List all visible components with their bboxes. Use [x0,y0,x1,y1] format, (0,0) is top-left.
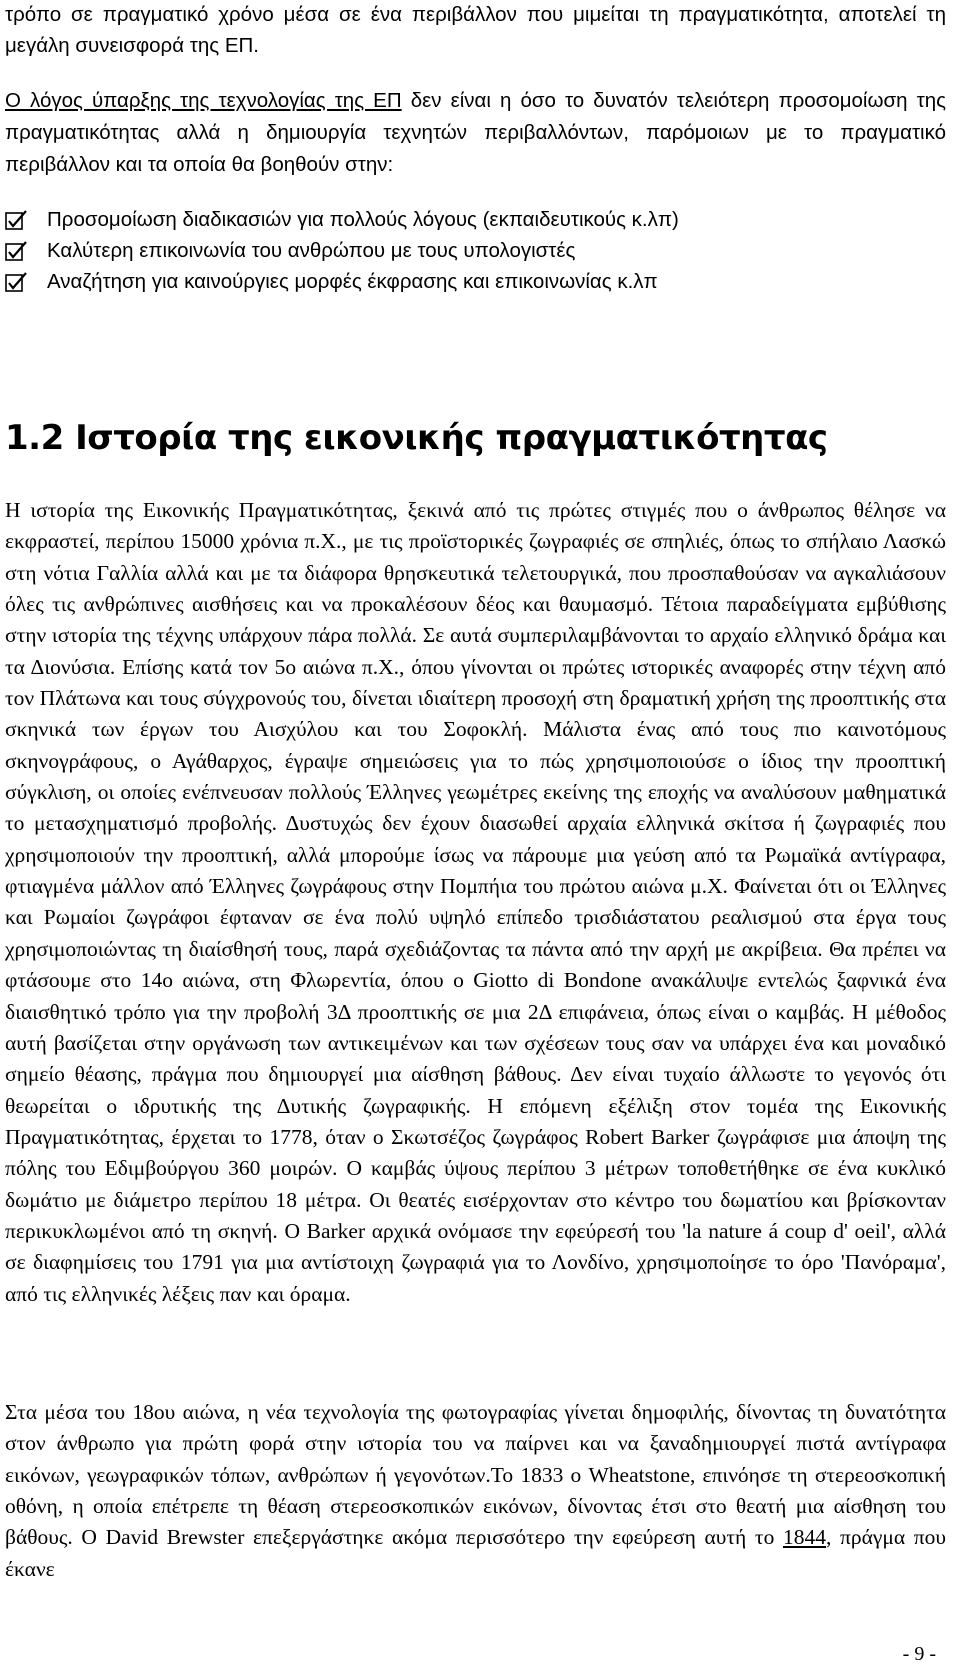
checklist-item-label: Αναζήτηση για καινούργιες μορφές έκφρασης και επικοινωνίας κ.λπ [47,269,658,293]
checklist-item [5,266,946,297]
history-paragraph: Η ιστορία της Εικονικής Πραγματικότητας, ξεκινά από τις πρώτες στιγμές που ο άνθρωπος θέλησε να εκφραστεί, περίπου 15000 χρόνια π.Χ., με τις προϊστορικές ζωγραφιές σε σπηλιές, όπως το σπήλαιο Λασκώ στη νότια Γαλλία αλλά και με τα διάφορα θρησκευτικά τελετουργικά, που προσπαθούσαν να αγκαλιάσουν όλες τις ανθρώπινες αισθήσεις και να προκαλέσουν δέος και θαυμασμό. Τέτοια παραδείγματα εμβύθισης στην ιστορία της τέχνης υπάρχουν πάρα πολλά. Σε αυτά συμπεριλαμβάνονται το αρχαίο ελληνικό δράμα και τα Διονύσια. Επίσης κατά τον 5ο αιώνα π.Χ., όπου γίνονται οι πρώτες ιστορικές αναφορές στην τέχνη από τον Πλάτωνα και τους σύγχρονούς του, δίνεται ιδιαίτερη προσοχή στη δραματική χρήση της προοπτικής στα σκηνικά των έργων του Αισχύλου και του Σοφοκλή. Μάλιστα ένας από τους πιο καινοτόμους σκηνογράφους, ο Αγάθαρχος, έγραψε σημειώσεις για το πώς χρησιμοποιούσε ο ίδιος την προοπτική σύγκλιση, οι οποίες ενέπνευσαν πολλούς Έλληνες γεωμέτρες εκείνης της εποχής να αναλύσουν μαθηματικά το μετασχηματισμό προβολής. Δυστυχώς δεν έχουν διασωθεί αρχαία ελληνικά σκίτσα ή ζωγραφιές που χρησιμοποιούν την προοπτική, αλλά μπορούμε ίσως να πάρουμε μια γεύση από τα Ρωμαϊκά αντίγραφα, φτιαγμένα μάλλον από Έλληνες ζωγράφους στην Πομπήια του πρώτου αιώνα μ.Χ. Φαίνεται ότι οι Έλληνες και Ρωμαίοι ζωγράφοι έφταναν σε ένα πολύ υψηλό επίπεδο τρισδιάστατου ρεαλισμού στα έργα τους χρησιμοποιώντας τη διαίσθησή τους, παρά σχεδιάζοντας τα πάντα από την αρχή με ακρίβεια. Θα πρέπει να φτάσουμε στο 14ο αιώνα, στη Φλωρεντία, όπου ο Giotto di Bondone ανακάλυψε εντελώς ξαφνικά ένα διαισθητικό τρόπο για την προβολή 3Δ προοπτικής σε μια 2Δ επιφάνεια, όπως είναι ο καμβάς. Η μέθοδος αυτή βασίζεται στην οργάνωση των αντικειμένων και των σχέσεων τους σαν να υπάρχει ένα και μοναδικό σημείο θέασης, πράγμα που δημιουργεί μια αίσθηση βάθους. Δεν είναι τυχαίο άλλωστε το γεγονός ότι θεωρείται ο ιδρυτικής της Δυτικής ζωγραφικής. Η επόμενη εξέλιξη στον τομέα της Εικονικής Πραγματικότητας, έρχεται το 1778, όταν ο Σκωτσέζος ζωγράφος Robert Barker ζωγράφισε μια άποψη της πόλης του Εδιμβούργου 360 μοιρών. Ο καμβάς ύψους περίπου 3 μέτρων τοποθετήθηκε σε ένα κυκλικό δωμάτιο με διάμετρο περίπου 18 μέτρα. Οι θεατές εισέρχονταν στο κέντρο του δωματίου και βρίσκονταν περικυκλωμένοι από τη σκηνή. Ο Barker αρχικά ονόμασε την εφεύρεσή του 'la nature á coup d' oeil', αλλά σε διαφημίσεις του 1791 για μια αντίστοιχη ζωγραφιά για το Λονδίνο, χρησιμοποίησε το όρο 'Πανόραμα', από τις ελληνικές λέξεις παν και όραμα. [5,498,946,1306]
checkbox-checked-icon [5,210,29,230]
intro-paragraph-purpose [5,85,946,181]
year-link[interactable]: 1844 [782,1525,826,1550]
intro-paragraph-purpose-text: δεν είναι η όσο το δυνατόν τελειότερη προσομοίωση της πραγματικότητας αλλά η δημιουργία τεχνητών περιβαλλόντων, παρόμοιων με το πραγματικό περιβάλλον και τα οποία θα βοηθούν στην: [5,89,946,176]
checklist-item [5,235,946,266]
photography-text-end: , πράγμα που έκανε [5,1525,947,1581]
section-heading: 1.2 Ιστορία της εικονικής πραγματικότητας [5,418,828,458]
page-number: - 9 - [902,1643,936,1665]
photography-text: Στα μέσα του 18ου αιώνα, η νέα τεχνολογία της φωτογραφίας γίνεται δημοφιλής, δίνοντας τη δυνατότητα στον άνθρωπο για πρώτη φορά στην ιστορία του να παίρνει και να ξαναδημιουργεί πιστά αντίγραφα εικόνων, γεωγραφικών τόπων, ανθρώπων ή γεγονότων.Το 1833 ο Wheatstone, επινόησε τη στερεοσκοπική οθόνη, η οποία επέτρεπε τη θέαση στερεοσκοπικών εικόνων, δίνοντας έτσι στο θεατή μια αίσθηση του βάθους. Ο David Brewster επεξεργάστηκε ακόμα περισσότερο την εφεύρεση αυτή το [5,1400,946,1550]
checklist-item-label: Καλύτερη επικοινωνία του ανθρώπου με τους υπολογιστές [47,238,576,262]
intro-paragraph: τρόπο σε πραγματικό χρόνο μέσα σε ένα περιβάλλον που μιμείται τη πραγματικότητα, αποτελεί τη μεγάλη συνεισφορά της ΕΠ. [5,3,946,57]
photography-paragraph [5,1397,946,1585]
checkbox-checked-icon [5,272,29,292]
checklist-item-label: Προσομοίωση διαδικασιών για πολλούς λόγους (εκπαιδευτικούς κ.λπ) [47,207,679,231]
checklist [5,204,946,297]
checklist-item [5,204,946,235]
underlined-phrase: Ο λόγος ύπαρξης της τεχνολογίας της ΕΠ [5,89,402,112]
checkbox-checked-icon [5,241,29,261]
